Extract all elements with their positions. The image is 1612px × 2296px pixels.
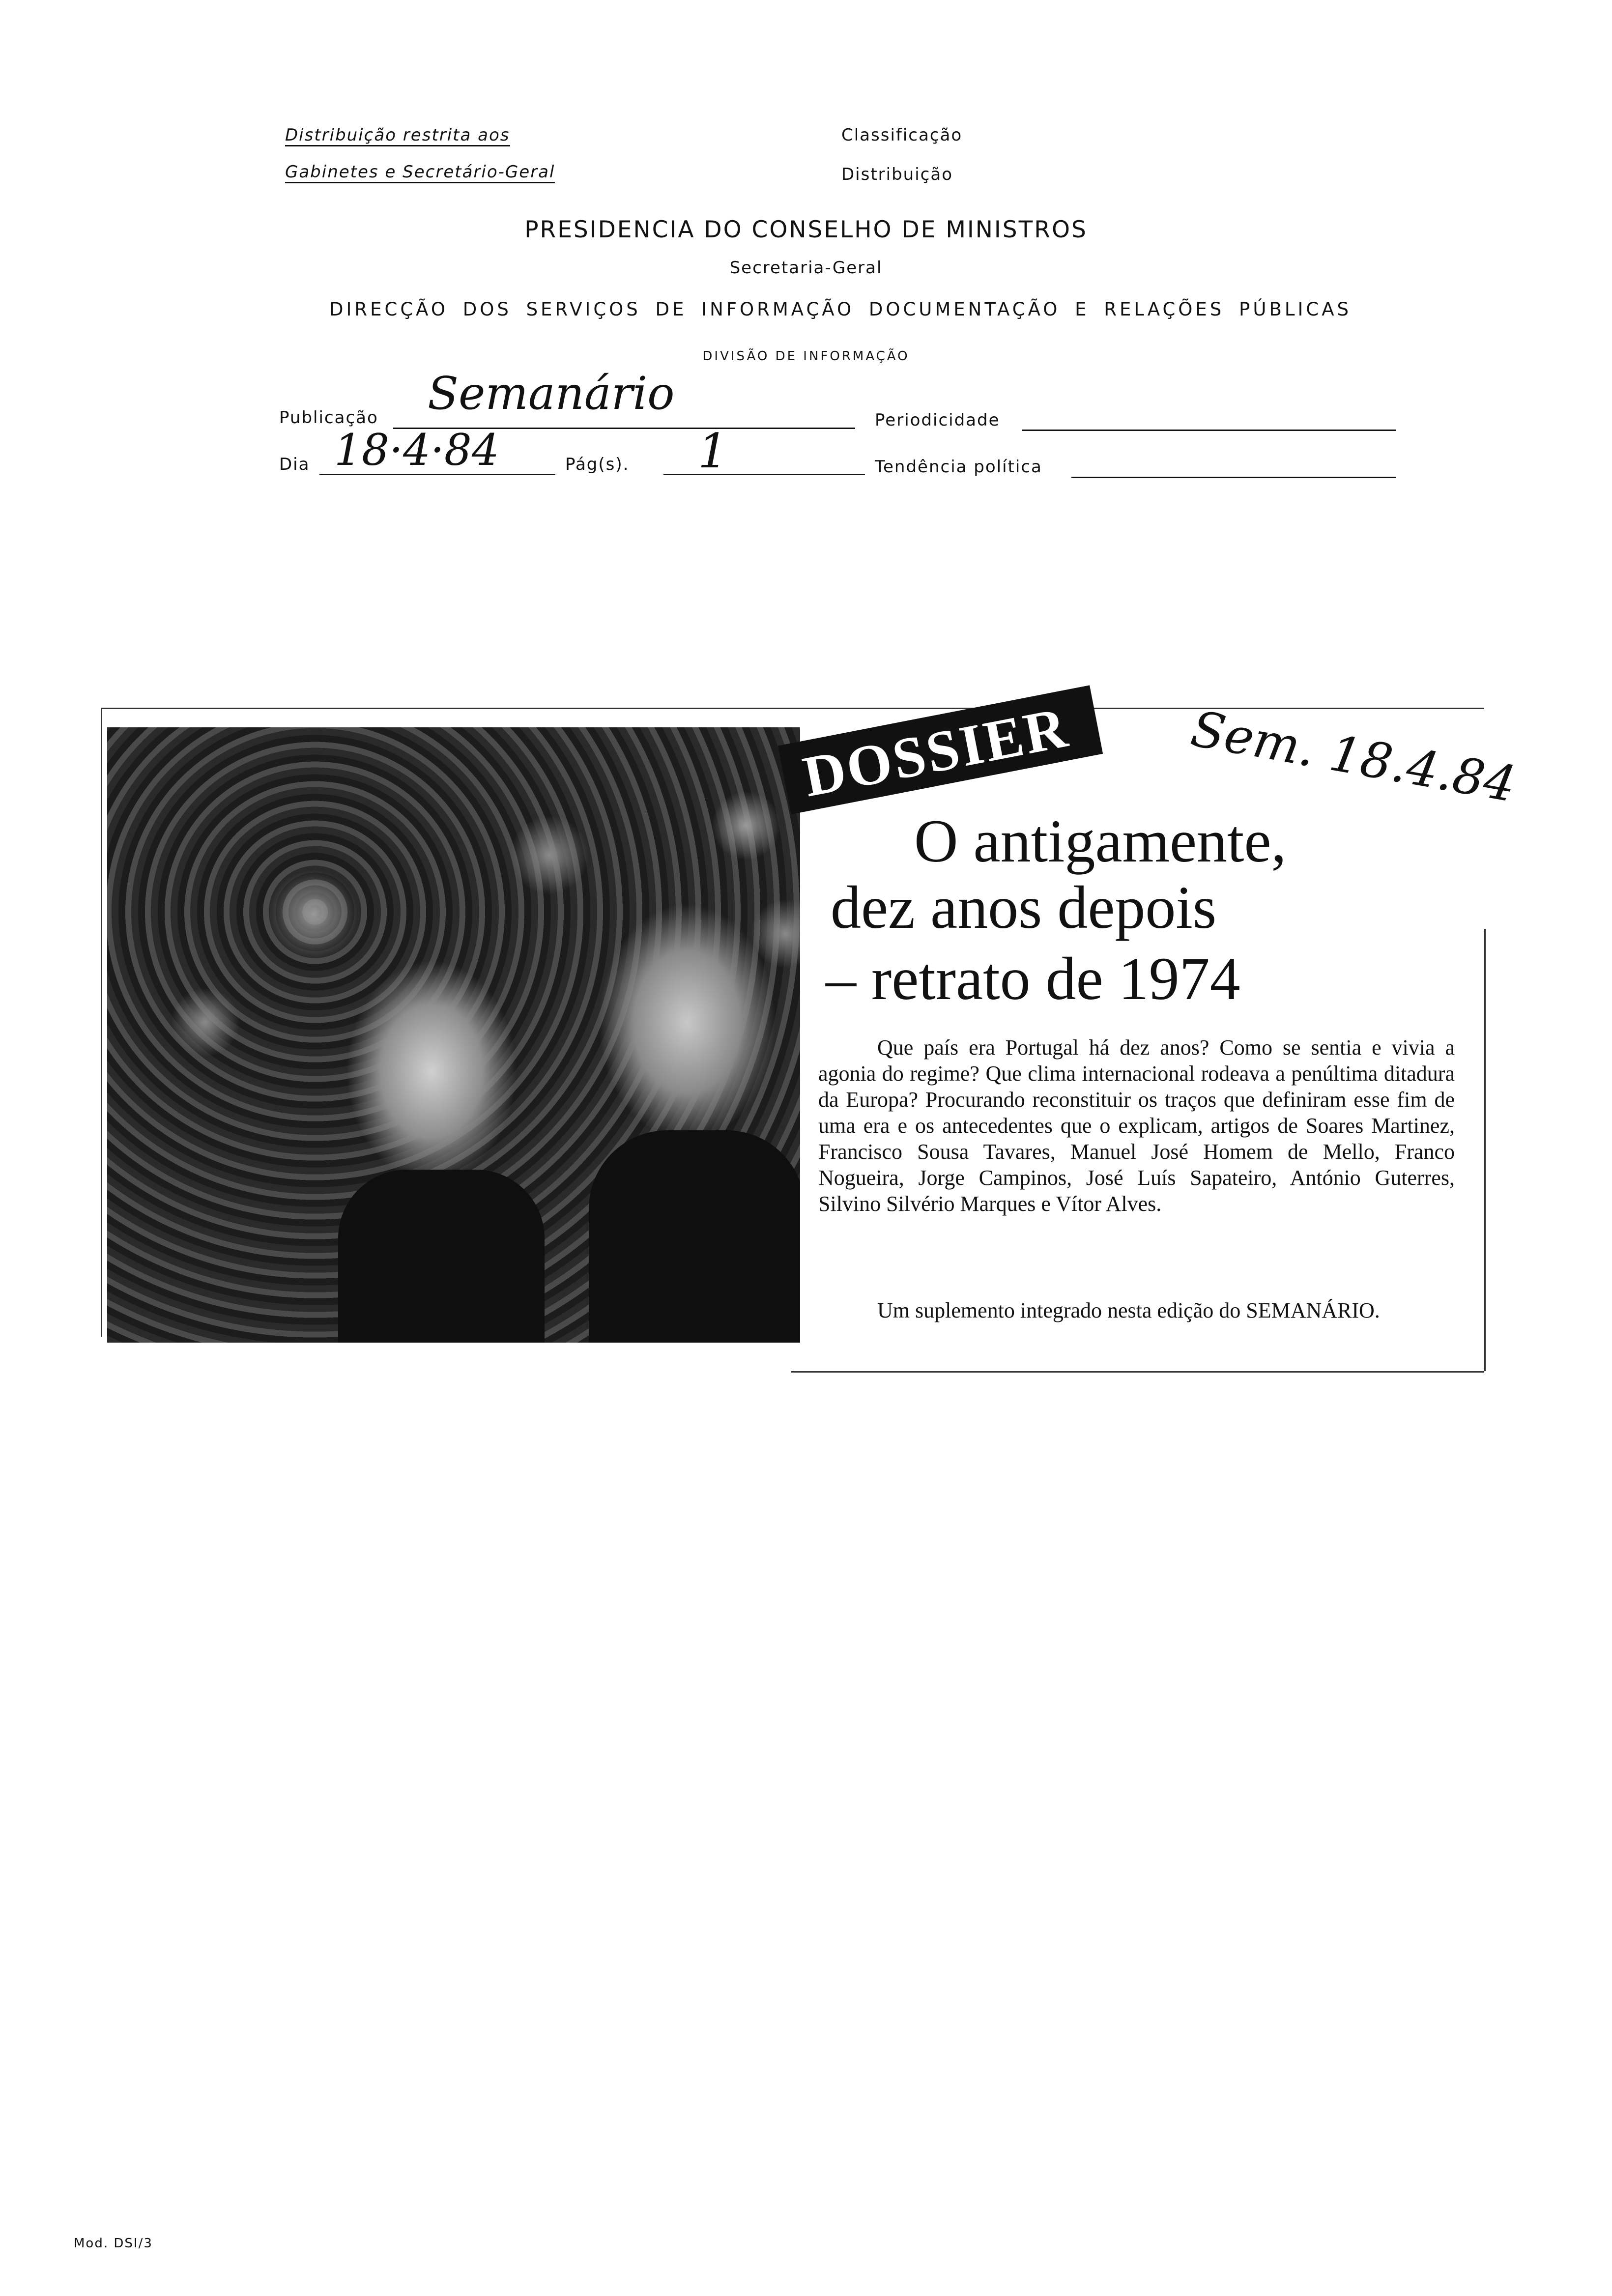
distribution-restriction-line1: Distribuição restrita aos xyxy=(285,125,510,146)
clipping-right-edge xyxy=(1484,929,1486,1371)
news-photo xyxy=(107,727,800,1343)
clipping-bottom-edge xyxy=(791,1371,1484,1373)
tendency-label: Tendência política xyxy=(875,457,1042,477)
form-model-code: Mod. DSI/3 xyxy=(74,2236,153,2251)
periodicity-label: Periodicidade xyxy=(875,410,1000,430)
periodicity-fill-line xyxy=(1022,430,1396,431)
headline-line3: – retrato de 1974 xyxy=(826,945,1240,1012)
direction-line: DIRECÇÃO DOS SERVIÇOS DE INFORMAÇÃO DOCUMENTAÇÃO E RELAÇÕES PÚBLICAS xyxy=(329,299,1352,320)
publication-handwritten-value: Semanário xyxy=(428,367,675,420)
clipping-top-edge xyxy=(101,708,1484,709)
pages-handwritten-value: 1 xyxy=(698,424,728,479)
pages-label: Pág(s). xyxy=(565,455,630,474)
distribution-restriction-line2: Gabinetes e Secretário-Geral xyxy=(285,162,555,183)
org-title: PRESIDENCIA DO CONSELHO DE MINISTROS xyxy=(524,216,1088,243)
org-subtitle: Secretaria-Geral xyxy=(729,258,883,278)
tendency-fill-line xyxy=(1071,477,1396,478)
distribution-label: Distribuição xyxy=(841,165,953,184)
photo-figure-right xyxy=(589,1130,800,1343)
classification-label: Classificação xyxy=(841,125,963,145)
day-label: Dia xyxy=(279,455,310,474)
clipping-left-edge xyxy=(101,708,102,1337)
dossier-banner: DOSSIER xyxy=(778,685,1103,814)
photo-figure-left xyxy=(338,1170,545,1343)
publication-label: Publicação xyxy=(279,408,378,428)
division-line: DIVISÃO DE INFORMAÇÃO xyxy=(702,349,910,364)
article-summary: Que país era Portugal há dez anos? Como se sentia e vivia a agonia do regime? Que clima internacional rodeava a penúltima ditadura da Europa? Procurando reconstituir os traços que definiram esse fim de uma era e os antecedentes que o explicam, artigos de Soares Martinez, Francisco Sousa Tavares, Manuel José Homem de Mello, Franco Nogueira, Jorge Campinos, José Luís Sapateiro, António Guterres, Silvino Silvério Marques e Vítor Alves. xyxy=(818,1035,1455,1216)
day-handwritten-value: 18·4·84 xyxy=(334,425,499,475)
headline-line1: O antigamente, xyxy=(914,807,1287,875)
handwritten-date-note: Sem. 18.4.84 xyxy=(1187,699,1520,814)
headline-line2: dez anos depois xyxy=(831,874,1217,941)
article-supplement-note: Um suplemento integrado nesta edição do SEMANÁRIO. xyxy=(877,1298,1380,1322)
pages-fill-line xyxy=(663,474,865,475)
